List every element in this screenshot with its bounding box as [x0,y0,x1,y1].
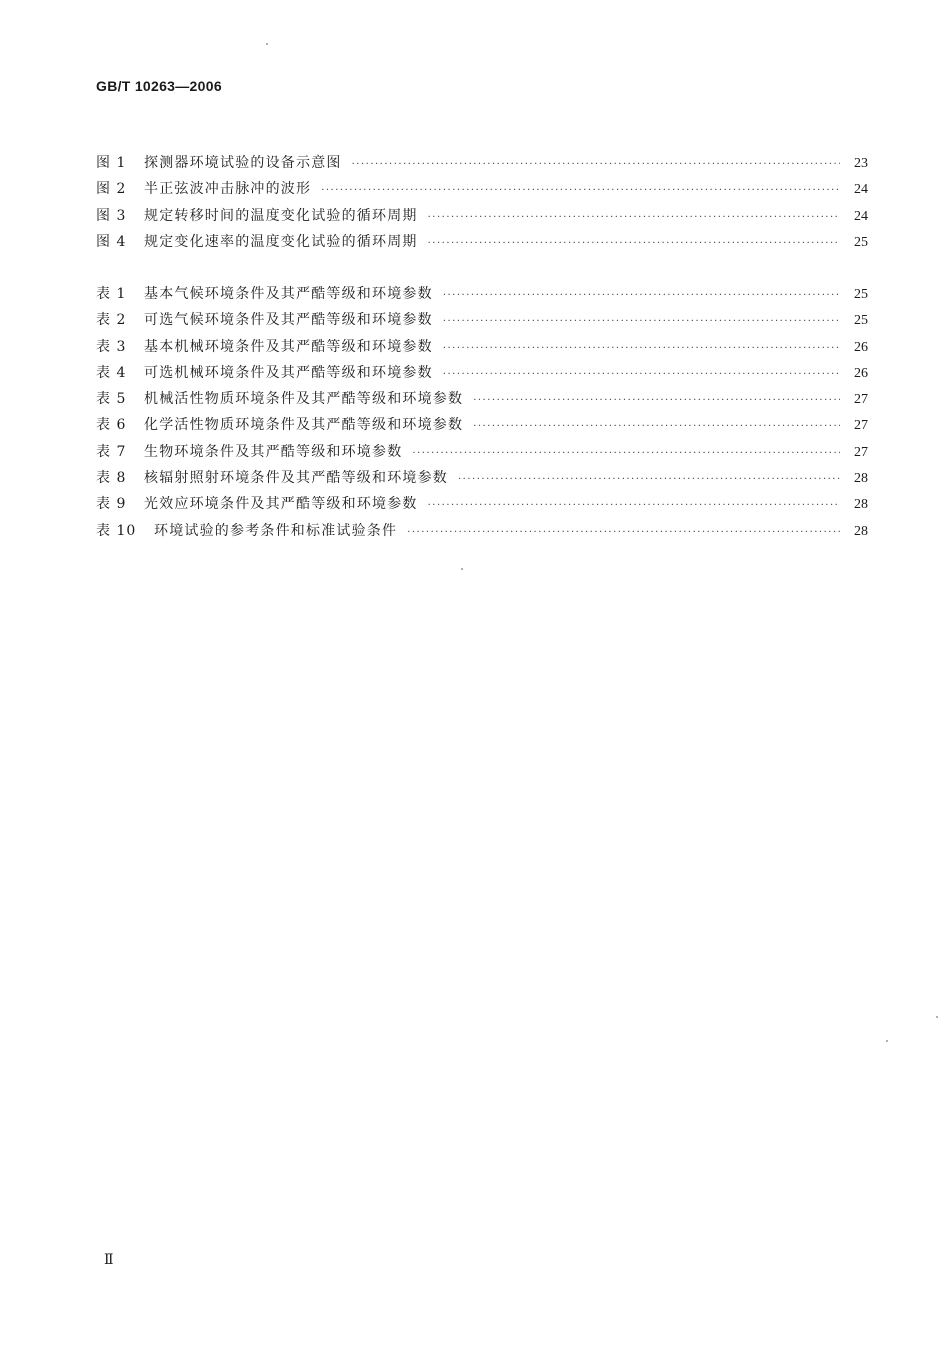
scan-speck [886,1040,888,1042]
toc-label: 表 7 [96,443,127,460]
toc-entry-table-2[interactable] [96,307,868,333]
toc-page-number: 27 [854,392,868,408]
toc-title: 规定转移时间的温度变化试验的循环周期 [144,207,418,224]
toc-title: 基本机械环境条件及其严酷等级和环境参数 [144,338,433,355]
toc-page-number: 28 [854,523,868,539]
toc-page-number: 26 [854,339,868,355]
toc-title: 生物环境条件及其严酷等级和环境参数 [144,443,403,460]
toc-entry-table-1[interactable] [96,281,868,307]
scan-speck [461,568,463,570]
toc-entry-table-7[interactable] [96,439,868,465]
toc-page-number: 25 [854,234,868,250]
toc-label: 表 4 [96,364,127,381]
toc-title: 可选气候环境条件及其严酷等级和环境参数 [144,312,433,329]
toc-entry-table-3[interactable] [96,334,868,360]
toc-page-number: 25 [854,313,868,329]
scan-speck [936,1016,938,1018]
toc-page-number: 23 [854,156,868,171]
toc-label: 表 3 [96,338,127,355]
toc-leader-dots [428,205,840,231]
toc-leader-dots [443,362,840,388]
toc-page-number: 24 [854,208,868,224]
toc-page-number: 28 [854,471,868,487]
toc-title: 光效应环境条件及其严酷等级和环境参数 [144,496,418,513]
toc-leader-dots [321,178,840,204]
toc-title: 半正弦波冲击脉冲的波形 [144,181,312,198]
toc-label: 表 8 [96,470,127,487]
toc-title: 化学活性物质环境条件及其严酷等级和环境参数 [144,417,464,434]
toc-label: 表 10 [96,522,137,539]
toc-title: 可选机械环境条件及其严酷等级和环境参数 [144,364,433,381]
toc-leader-dots [352,152,840,178]
toc-label: 图 4 [96,233,127,250]
toc-entry-table-6[interactable] [96,412,868,438]
toc-leader-dots [443,283,840,309]
toc-page-number: 27 [854,444,868,460]
toc-label: 表 9 [96,496,127,513]
toc-title: 探测器环境试验的设备示意图 [144,155,342,171]
toc-entry-table-5[interactable] [96,386,868,412]
toc-entry-figure-3[interactable] [96,203,868,229]
toc-page-number: 27 [854,418,868,434]
toc-title: 机械活性物质环境条件及其严酷等级和环境参数 [144,391,464,408]
toc-label: 图 1 [96,155,127,171]
toc-page-number: 26 [854,365,868,381]
toc-entry-table-4[interactable] [96,360,868,386]
toc-page-number: 24 [854,182,868,198]
table-list [96,281,868,544]
page-number: Ⅱ [104,1253,114,1268]
scan-speck [266,43,268,45]
toc-title: 规定变化速率的温度变化试验的循环周期 [144,233,418,250]
toc-label: 图 2 [96,181,127,198]
toc-leader-dots [443,336,840,362]
toc-label: 表 6 [96,417,127,434]
document-code: GB/T 10263—2006 [96,78,222,94]
toc-leader-dots [473,388,840,414]
toc-leader-dots [443,309,840,335]
toc-entry-figure-4[interactable] [96,229,868,255]
toc-leader-dots [458,467,840,493]
toc-title: 基本气候环境条件及其严酷等级和环境参数 [144,286,433,302]
toc-leader-dots [407,520,840,546]
toc-page-number: 28 [854,497,868,513]
toc-label: 表 2 [96,312,127,329]
toc-leader-dots [428,231,840,257]
toc-leader-dots [412,441,840,467]
figure-list [96,150,868,255]
toc-entry-table-8[interactable] [96,465,868,491]
toc-entry-table-9[interactable] [96,491,868,517]
toc-label: 表 1 [96,286,127,302]
toc-label: 表 5 [96,391,127,408]
toc-entry-figure-1[interactable] [96,150,868,176]
toc-page-number: 25 [854,287,868,302]
toc-label: 图 3 [96,207,127,224]
toc-title: 核辐射照射环境条件及其严酷等级和环境参数 [144,470,448,487]
toc-entry-table-10[interactable] [96,518,868,544]
toc-leader-dots [473,414,840,440]
toc-entry-figure-2[interactable] [96,176,868,202]
toc-leader-dots [428,493,840,519]
toc-title: 环境试验的参考条件和标准试验条件 [154,522,398,539]
